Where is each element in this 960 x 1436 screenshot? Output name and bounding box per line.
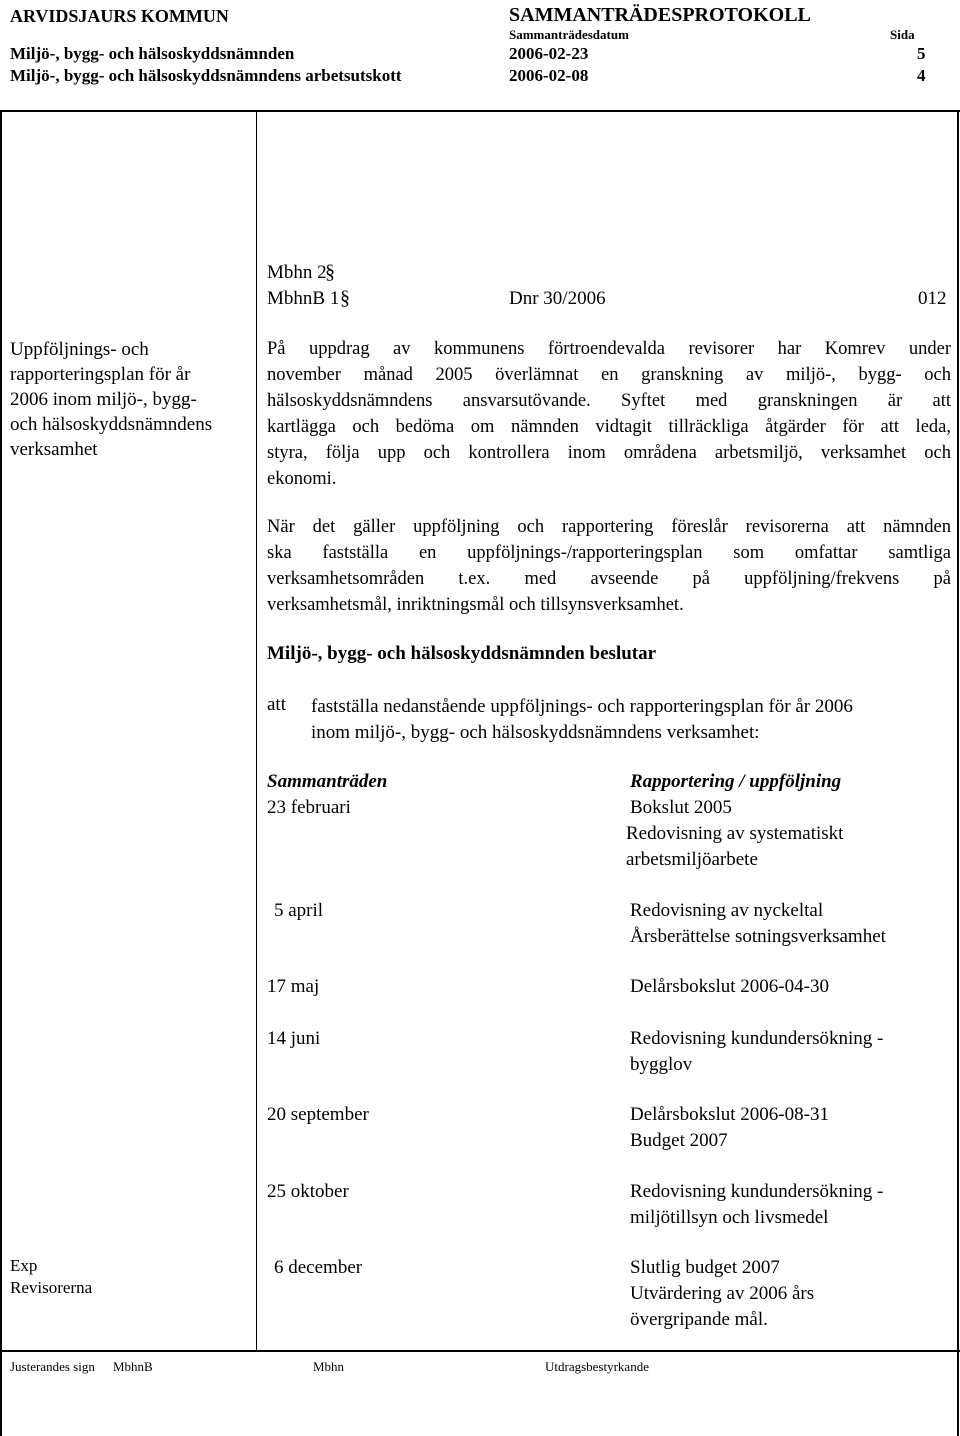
margin-title bbox=[10, 337, 212, 462]
margin-title-line: verksamhet bbox=[10, 439, 98, 460]
section-sign-1: § bbox=[325, 261, 335, 283]
header-date-1: 2006-02-23 bbox=[509, 44, 589, 63]
paragraph-line: När det gäller uppföljning och rapportering föreslår revisorerna att nämnden bbox=[267, 517, 951, 537]
distribution-list bbox=[10, 1255, 92, 1299]
schedule-header-meetings: Sammanträden bbox=[267, 771, 388, 792]
att-word: att bbox=[267, 694, 286, 715]
archive-code: 012 bbox=[918, 288, 947, 309]
schedule-header-reporting: Rapportering / uppföljning bbox=[630, 771, 842, 792]
att-line: fastställa nedanstående uppföljnings- och rapporteringsplan för år 2006 bbox=[311, 696, 853, 717]
schedule-item: Slutlig budget 2007 bbox=[630, 1257, 780, 1278]
decision-heading: Miljö-, bygg- och hälsoskyddsnämnden beslutar bbox=[267, 643, 657, 664]
margin-title-line: Uppföljnings- och bbox=[10, 339, 149, 360]
schedule-date: 23 februari bbox=[267, 797, 351, 818]
paragraph-line: På uppdrag av kommunens förtroendevalda revisorer har Komrev under bbox=[267, 339, 951, 359]
header-date-2: 2006-02-08 bbox=[509, 66, 589, 85]
section-ref-mbhnb bbox=[267, 286, 339, 312]
schedule-item: Bokslut 2005 bbox=[630, 797, 732, 818]
schedule-item: Redovisning kundundersökning - bbox=[630, 1028, 884, 1049]
municipality-name: ARVIDSJAURS KOMMUN bbox=[10, 6, 229, 26]
margin-divider bbox=[256, 110, 257, 1350]
paragraph-line: verksamhetsområden t.ex. med avseende på uppföljning/frekvens på bbox=[267, 569, 951, 589]
att-clause bbox=[311, 694, 853, 746]
schedule-item: Redovisning av nyckeltal bbox=[630, 900, 824, 921]
header-body-1: Miljö-, bygg- och hälsoskyddsnämnden bbox=[10, 44, 295, 63]
schedule-item: Delårsbokslut 2006-08-31 bbox=[630, 1104, 829, 1125]
schedule-date: 6 december bbox=[274, 1257, 363, 1278]
right-frame-line bbox=[957, 110, 959, 1436]
paragraph-line: verksamhetsmål, inriktningsmål och tillsynsverksamhet. bbox=[267, 595, 684, 615]
schedule-item: övergripande mål. bbox=[630, 1309, 768, 1330]
left-frame-line bbox=[0, 110, 2, 1436]
header-page-1: 5 bbox=[917, 44, 926, 63]
distribution-label: Exp bbox=[10, 1256, 38, 1275]
paragraph-line: ska fastställa en uppföljnings-/rapporteringsplan som omfattar samtliga bbox=[267, 543, 951, 563]
distribution-recipient: Revisorerna bbox=[10, 1278, 93, 1297]
paragraph-proposal bbox=[267, 514, 951, 618]
margin-title-line: 2006 inom miljö-, bygg- bbox=[10, 389, 197, 410]
schedule-item: Årsberättelse sotningsverksamhet bbox=[630, 926, 886, 947]
page-label: Sida bbox=[890, 27, 915, 42]
dnr-number: Dnr 30/2006 bbox=[509, 288, 606, 309]
footer-signature-mbhn: Mbhn bbox=[313, 1359, 345, 1374]
schedule-date: 20 september bbox=[267, 1104, 369, 1125]
footer-utdrag-label: Utdragsbestyrkande bbox=[545, 1359, 649, 1374]
schedule-date: 14 juni bbox=[267, 1028, 321, 1049]
header-page-2: 4 bbox=[917, 66, 926, 85]
margin-title-line: rapporteringsplan för år bbox=[10, 364, 191, 385]
paragraph-line: styra, följa upp och kontrollera inom områdena arbetsmiljö, verksamhet och bbox=[267, 443, 951, 463]
paragraph-line: kartlägga och bedöma om nämnden vidtagit tillräckliga åtgärder för att leda, bbox=[267, 417, 951, 437]
mbhnb-ref: MbhnB 1 bbox=[267, 288, 340, 309]
schedule-item: Redovisning kundundersökning - bbox=[630, 1181, 884, 1202]
header-rule bbox=[0, 110, 960, 112]
schedule-date: 5 april bbox=[274, 900, 324, 921]
date-label: Sammanträdesdatum bbox=[509, 27, 629, 42]
section-ref-mbhn bbox=[267, 260, 327, 286]
footer-rule bbox=[0, 1350, 960, 1352]
schedule-item: miljötillsyn och livsmedel bbox=[630, 1207, 829, 1228]
paragraph-line: ekonomi. bbox=[267, 469, 337, 489]
paragraph-background bbox=[267, 336, 951, 492]
schedule-date: 25 oktober bbox=[267, 1181, 349, 1202]
schedule-item: arbetsmiljöarbete bbox=[626, 849, 758, 870]
footer-justerandes-label: Justerandes sign bbox=[10, 1359, 95, 1374]
schedule-item: Utvärdering av 2006 års bbox=[630, 1283, 815, 1304]
mbhn-ref: Mbhn 2 bbox=[267, 262, 327, 283]
paragraph-line: hälsoskyddsnämndens ansvarsutövande. Syftet med granskningen är att bbox=[267, 391, 951, 411]
footer-signature-mbhnb: MbhnB bbox=[113, 1359, 153, 1374]
section-sign-2: § bbox=[340, 287, 350, 309]
paragraph-line: november månad 2005 överlämnat en granskning av miljö-, bygg- och bbox=[267, 365, 951, 385]
header-body-2: Miljö-, bygg- och hälsoskyddsnämndens arbetsutskott bbox=[10, 66, 402, 85]
document-type: SAMMANTRÄDESPROTOKOLL bbox=[509, 4, 811, 26]
schedule-item: Budget 2007 bbox=[630, 1130, 728, 1151]
schedule-item: Redovisning av systematiskt bbox=[626, 823, 844, 844]
schedule-item: bygglov bbox=[630, 1054, 693, 1075]
att-line: inom miljö-, bygg- och hälsoskyddsnämndens verksamhet: bbox=[311, 722, 760, 743]
schedule-item: Delårsbokslut 2006-04-30 bbox=[630, 976, 829, 997]
margin-title-line: och hälsoskyddsnämndens bbox=[10, 414, 213, 435]
schedule-date: 17 maj bbox=[267, 976, 320, 997]
